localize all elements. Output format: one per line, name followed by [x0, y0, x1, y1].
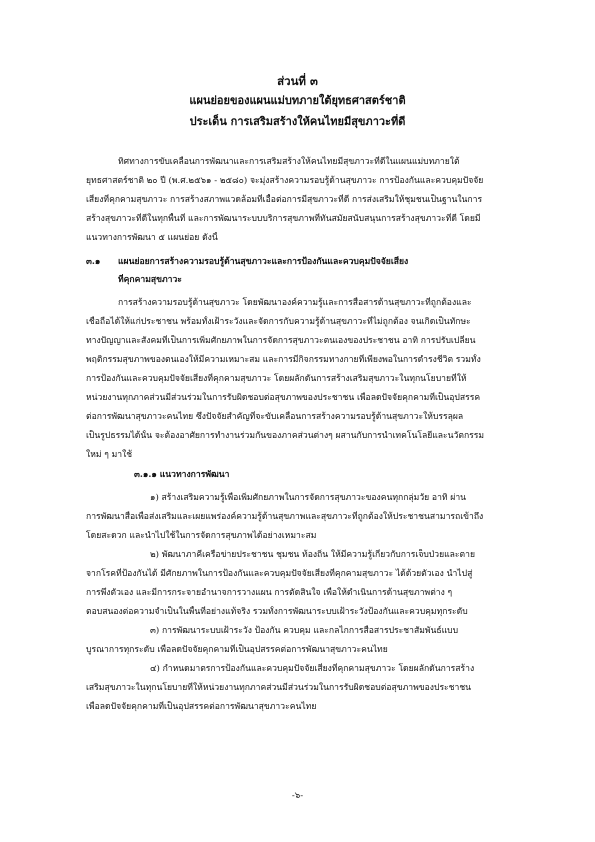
item-line: บูรณาการทุกระดับ เพื่อลดปัจจัยคุกคามที่เป็นอุปสรรคต่อการพัฒนาสุขภาวะคนไทย	[86, 645, 388, 655]
issue-title: ประเด็น การเสริมสร้างให้คนไทยมีสุขภาวะที่ดี	[189, 115, 406, 128]
item-line: ๓) การพัฒนาระบบเฝ้าระวัง ป้องกัน ควบคุม และกลไกการสื่อสารประชาสัมพันธ์แบบ	[150, 626, 459, 636]
section-line: หน่วยงานทุกภาคส่วนมีส่วนร่วมในการรับผิดชอบต่อสุขภาพของประชาชน เพื่อลดปัจจัยคุกคามที่เป็นอุปสรรค	[86, 393, 481, 403]
section-title-line: แผนย่อยการสร้างความรอบรู้ด้านสุขภาวะและการป้องกันและควบคุมปัจจัยเสี่ยง	[118, 257, 409, 267]
section-line: ต่อการพัฒนาสุขภาวะคนไทย ซึ่งปัจจัยสำคัญที่จะขับเคลื่อนการสร้างความรอบรู้ด้านสุขภาวะให้บรรลุผล	[86, 412, 464, 422]
section-line: พฤติกรรมสุขภาพของตนเองให้มีความเหมาะสม และการมีกิจกรรมทางกายที่เพียงพอในการดำรงชีวิต รวมทั้ง	[86, 355, 481, 365]
item-line: ๑) สร้างเสริมความรู้เพื่อเพิ่มศักยภาพในการจัดการสุขภาวะของคนทุกกลุ่มวัย อาทิ ผ่าน	[150, 493, 467, 503]
section-title-line: ที่คุกคามสุขภาวะ	[118, 275, 182, 285]
item-line: เสริมสุขภาวะในทุกนโยบายที่ให้หน่วยงานทุกภาคส่วนมีส่วนร่วมในการรับผิดชอบต่อสุขภาพของประชาชน	[86, 683, 472, 693]
page-number: -๖-	[291, 791, 304, 801]
intro-line: ทิศทางการขับเคลื่อนการพัฒนาและการเสริมสร้างให้คนไทยมีสุขภาวะที่ดีในแผนแม่บทภายใต้	[118, 157, 460, 167]
intro-line: แนวทางการพัฒนา ๕ แผนย่อย ดังนี้	[86, 233, 218, 243]
item-line: ๒) พัฒนาภาคีเครือข่ายประชาชน ชุมชน ท้องถิ่น ให้มีความรู้เกี่ยวกับการเจ็บป่วยและตาย	[150, 550, 475, 560]
intro-line: สร้างสุขภาวะที่ดีในทุกพื้นที่ และการพัฒนาระบบบริการสุขภาพที่ทันสมัยสนับสนุนการสร้างสุขภาวะที่ดี โดยมี	[86, 214, 481, 224]
intro-line: เสี่ยงที่คุกคามสุขภาวะ การสร้างสภาพแวดล้อมที่เอื้อต่อการมีสุขภาวะที่ดี การส่งเสริมให้ชุมชนเป็นฐานในการ	[86, 195, 483, 205]
item-line: โดยสะดวก และนำไปใช้ในการจัดการสุขภาพได้อย่างเหมาะสม	[86, 531, 317, 541]
item-line: จากโรคที่ป้องกันได้ มีศักยภาพในการป้องกันและควบคุมปัจจัยเสี่ยงที่คุกคามสุขภาวะ ได้ด้วยตัวเอง นำไปสู่	[86, 569, 473, 579]
item-line: การพึ่งตัวเอง และมีการกระจายอำนาจการวางแผน การตัดสินใจ เพื่อให้ดำเนินการด้านสุขภาพต่าง ๆ	[86, 588, 453, 598]
part-title: ส่วนที่ ๓	[277, 74, 318, 88]
item-line: ตอบสนองต่อความจำเป็นในพื้นที่อย่างแท้จริง รวมทั้งการพัฒนาระบบเฝ้าระวังป้องกันและควบคุมทุกระดับ	[86, 607, 468, 617]
document-subtitle: แผนย่อยของแผนแม่บทภายใต้ยุทธศาสตร์ชาติ	[189, 94, 406, 107]
section-line: เชื่อถือได้ให้แก่ประชาชน พร้อมทั้งเฝ้าระวังและจัดการกับความรู้ด้านสุขภาวะที่ไม่ถูกต้อง จนเกิดเป็นทักษะ	[86, 317, 471, 327]
item-line: ๔) กำหนดมาตรการป้องกันและควบคุมปัจจัยเสี่ยงที่คุกคามสุขภาวะ โดยผลักดันการสร้าง	[150, 664, 475, 674]
subsection-heading: ๓.๑.๑ แนวทางการพัฒนา	[134, 470, 230, 480]
section-line: ใหม่ ๆ มาใช้	[86, 450, 133, 460]
section-number: ๓.๑	[86, 257, 101, 267]
section-line: การป้องกันและควบคุมปัจจัยเสี่ยงที่คุกคามสุขภาวะ โดยผลักดันการสร้างเสริมสุขภาวะในทุกนโยบายที่ให้	[86, 374, 467, 384]
section-line: เป็นรูปธรรมได้นั้น จะต้องอาศัยการทำงานร่วมกันของภาคส่วนต่างๆ ผสานกับการนำเทคโนโลยีและนวัตกรรม	[86, 431, 485, 441]
section-line: การสร้างความรอบรู้ด้านสุขภาวะ โดยพัฒนาองค์ความรู้และการสื่อสารด้านสุขภาวะที่ถูกต้องและ	[118, 298, 472, 308]
item-line: เพื่อลดปัจจัยคุกคามที่เป็นอุปสรรคต่อการพัฒนาสุขภาวะคนไทย	[86, 702, 317, 712]
section-line: ทางปัญญาและสังคมที่เป็นการเพิ่มศักยภาพในการจัดการสุขภาวะตนเองของประชาชน อาทิ การปรับเปลี่ยน	[86, 336, 476, 346]
intro-line: ยุทธศาสตร์ชาติ ๒๐ ปี (พ.ศ.๒๕๖๑ - ๒๕๘๐) จะมุ่งสร้างความรอบรู้ด้านสุขภาวะ การป้องกันและควบคุมปัจจัย	[86, 176, 484, 186]
item-line: การพัฒนาสื่อเพื่อส่งเสริมและเผยแพร่องค์ความรู้ด้านสุขภาพและสุขภาวะที่ถูกต้องให้ประชาชนสามารถเข้าถึง	[86, 512, 484, 522]
